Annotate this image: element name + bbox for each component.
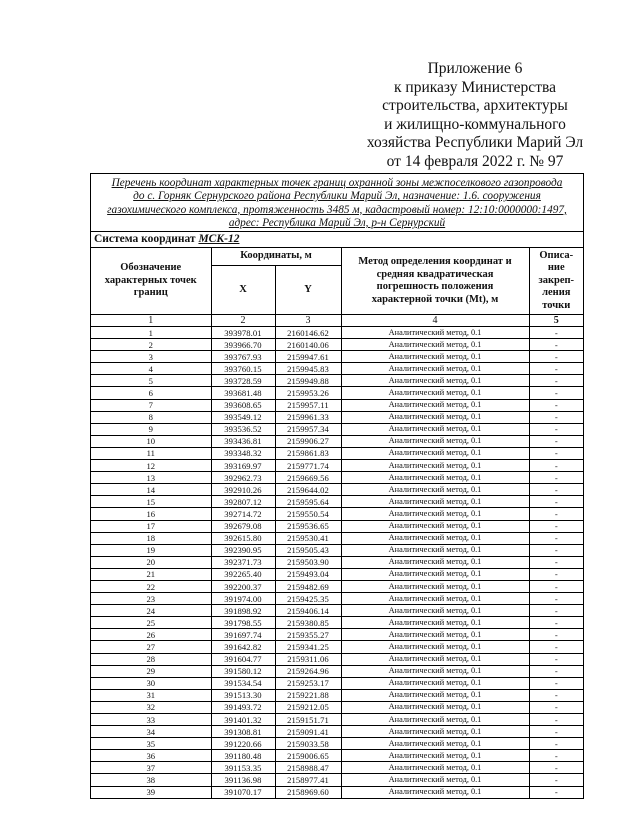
x-coordinate-cell: 391401.32: [211, 714, 275, 726]
x-coordinate-cell: 393728.59: [211, 375, 275, 387]
point-number-cell: 5: [91, 375, 211, 387]
method-cell: Аналитический метод, 0.1: [341, 714, 529, 726]
x-coordinate-cell: 391974.00: [211, 593, 275, 605]
method-cell: Аналитический метод, 0.1: [341, 641, 529, 653]
description-cell: -: [529, 520, 583, 532]
point-number-cell: 21: [91, 568, 211, 580]
x-coordinate-cell: 392910.26: [211, 484, 275, 496]
point-number-cell: 30: [91, 677, 211, 689]
y-coordinate-cell: 2160146.62: [275, 327, 341, 339]
table-row: [91, 786, 583, 798]
description-cell: -: [529, 786, 583, 798]
table-row: [91, 677, 583, 689]
y-coordinate-cell: 2159091.41: [275, 726, 341, 738]
x-coordinate-cell: 393549.12: [211, 411, 275, 423]
table-row: [91, 399, 583, 411]
description-cell: -: [529, 327, 583, 339]
point-number-cell: 16: [91, 508, 211, 520]
description-cell: -: [529, 460, 583, 472]
point-number-cell: 4: [91, 363, 211, 375]
x-coordinate-cell: 392265.40: [211, 568, 275, 580]
description-cell: -: [529, 726, 583, 738]
x-coordinate-cell: 392679.08: [211, 520, 275, 532]
y-coordinate-cell: 2159644.02: [275, 484, 341, 496]
table-row: [91, 423, 583, 435]
method-cell: Аналитический метод, 0.1: [341, 375, 529, 387]
y-coordinate-cell: 2159221.88: [275, 689, 341, 701]
method-cell: Аналитический метод, 0.1: [341, 580, 529, 592]
point-number-cell: 8: [91, 411, 211, 423]
point-number-cell: 22: [91, 580, 211, 592]
point-number-cell: 34: [91, 726, 211, 738]
x-coordinate-cell: 393436.81: [211, 435, 275, 447]
description-cell: -: [529, 447, 583, 459]
description-cell: -: [529, 605, 583, 617]
description-cell: -: [529, 532, 583, 544]
table-row: [91, 701, 583, 713]
table-row: [91, 544, 583, 556]
description-cell: -: [529, 580, 583, 592]
table-row: [91, 726, 583, 738]
table-row: [91, 641, 583, 653]
description-cell: -: [529, 701, 583, 713]
method-cell: Аналитический метод, 0.1: [341, 435, 529, 447]
x-coordinate-cell: 391697.74: [211, 629, 275, 641]
method-cell: Аналитический метод, 0.1: [341, 508, 529, 520]
description-cell: -: [529, 750, 583, 762]
description-cell: -: [529, 629, 583, 641]
appendix-line: строительства, архитектуры: [382, 97, 568, 115]
y-coordinate-cell: 2159947.61: [275, 351, 341, 363]
point-number-cell: 9: [91, 423, 211, 435]
point-number-cell: 29: [91, 665, 211, 677]
table-caption: [91, 174, 583, 232]
coordinate-system: [91, 232, 583, 248]
column-number: 2: [211, 315, 275, 327]
appendix-line: хозяйства Республики Марий Эл: [366, 134, 584, 152]
x-coordinate-cell: 393978.01: [211, 327, 275, 339]
header-description: Описа-ние закреп-ления точки: [529, 248, 583, 315]
table-row: [91, 532, 583, 544]
point-number-cell: 26: [91, 629, 211, 641]
x-coordinate-cell: 392714.72: [211, 508, 275, 520]
x-coordinate-cell: 391604.77: [211, 653, 275, 665]
y-coordinate-cell: 2159311.06: [275, 653, 341, 665]
x-coordinate-cell: 391798.55: [211, 617, 275, 629]
y-coordinate-cell: 2160140.06: [275, 339, 341, 351]
appendix-line: от 14 февраля 2022 г. № 97: [386, 152, 564, 170]
point-number-cell: 7: [91, 399, 211, 411]
y-coordinate-cell: 2159536.65: [275, 520, 341, 532]
column-number: 3: [275, 315, 341, 327]
x-coordinate-cell: 391136.98: [211, 774, 275, 786]
appendix-line: к приказу Министерства: [394, 78, 556, 96]
method-cell: Аналитический метод, 0.1: [341, 327, 529, 339]
method-cell: Аналитический метод, 0.1: [341, 411, 529, 423]
method-cell: Аналитический метод, 0.1: [341, 460, 529, 472]
table-row: [91, 508, 583, 520]
table-row: [91, 774, 583, 786]
x-coordinate-cell: 393760.15: [211, 363, 275, 375]
y-coordinate-cell: 2159482.69: [275, 580, 341, 592]
y-coordinate-cell: 2159771.74: [275, 460, 341, 472]
y-coordinate-cell: 2159961.33: [275, 411, 341, 423]
description-cell: -: [529, 762, 583, 774]
coordinates-sheet: [90, 173, 584, 799]
x-coordinate-cell: 393536.52: [211, 423, 275, 435]
y-coordinate-cell: 2159425.35: [275, 593, 341, 605]
method-cell: Аналитический метод, 0.1: [341, 605, 529, 617]
description-cell: -: [529, 484, 583, 496]
x-coordinate-cell: 391153.35: [211, 762, 275, 774]
x-coordinate-cell: 391513.30: [211, 689, 275, 701]
point-number-cell: 28: [91, 653, 211, 665]
description-cell: -: [529, 435, 583, 447]
point-number-cell: 13: [91, 472, 211, 484]
method-cell: Аналитический метод, 0.1: [341, 520, 529, 532]
x-coordinate-cell: 393767.93: [211, 351, 275, 363]
method-cell: Аналитический метод, 0.1: [341, 363, 529, 375]
y-coordinate-cell: 2159151.71: [275, 714, 341, 726]
y-coordinate-cell: 2159503.90: [275, 556, 341, 568]
y-coordinate-cell: 2159493.04: [275, 568, 341, 580]
description-cell: -: [529, 653, 583, 665]
method-cell: Аналитический метод, 0.1: [341, 484, 529, 496]
y-coordinate-cell: 2159957.11: [275, 399, 341, 411]
y-coordinate-cell: 2159505.43: [275, 544, 341, 556]
description-cell: -: [529, 375, 583, 387]
method-cell: Аналитический метод, 0.1: [341, 399, 529, 411]
coordinates-table: [91, 248, 583, 798]
description-cell: -: [529, 423, 583, 435]
table-row: [91, 351, 583, 363]
y-coordinate-cell: 2159945.83: [275, 363, 341, 375]
description-cell: -: [529, 738, 583, 750]
x-coordinate-cell: 392807.12: [211, 496, 275, 508]
y-coordinate-cell: 2158969.60: [275, 786, 341, 798]
x-coordinate-cell: 393966.70: [211, 339, 275, 351]
coordinate-system-label: Система координат: [94, 233, 196, 245]
table-row: [91, 629, 583, 641]
x-coordinate-cell: 391493.72: [211, 701, 275, 713]
point-number-cell: 38: [91, 774, 211, 786]
description-cell: -: [529, 568, 583, 580]
description-cell: -: [529, 665, 583, 677]
point-number-cell: 6: [91, 387, 211, 399]
description-cell: -: [529, 472, 583, 484]
point-number-cell: 10: [91, 435, 211, 447]
table-row: [91, 496, 583, 508]
method-cell: Аналитический метод, 0.1: [341, 496, 529, 508]
table-row: [91, 738, 583, 750]
description-cell: -: [529, 617, 583, 629]
y-coordinate-cell: 2159595.64: [275, 496, 341, 508]
point-number-cell: 19: [91, 544, 211, 556]
description-cell: -: [529, 351, 583, 363]
caption-line: адрес: Республика Марий Эл, р-н Сернурский: [228, 216, 446, 229]
y-coordinate-cell: 2159380.85: [275, 617, 341, 629]
method-cell: Аналитический метод, 0.1: [341, 762, 529, 774]
description-cell: -: [529, 774, 583, 786]
table-row: [91, 750, 583, 762]
point-number-cell: 2: [91, 339, 211, 351]
y-coordinate-cell: 2159264.96: [275, 665, 341, 677]
y-coordinate-cell: 2159906.27: [275, 435, 341, 447]
description-cell: -: [529, 411, 583, 423]
table-row: [91, 411, 583, 423]
table-row: [91, 653, 583, 665]
description-cell: -: [529, 399, 583, 411]
y-coordinate-cell: 2159861.83: [275, 447, 341, 459]
method-cell: Аналитический метод, 0.1: [341, 593, 529, 605]
table-row: [91, 580, 583, 592]
description-cell: -: [529, 689, 583, 701]
column-number: 1: [91, 315, 211, 327]
method-cell: Аналитический метод, 0.1: [341, 677, 529, 689]
point-number-cell: 12: [91, 460, 211, 472]
method-cell: Аналитический метод, 0.1: [341, 726, 529, 738]
method-cell: Аналитический метод, 0.1: [341, 689, 529, 701]
method-cell: Аналитический метод, 0.1: [341, 532, 529, 544]
method-cell: Аналитический метод, 0.1: [341, 617, 529, 629]
table-body: [91, 327, 583, 798]
table-row: [91, 472, 583, 484]
x-coordinate-cell: 393608.65: [211, 399, 275, 411]
description-cell: -: [529, 714, 583, 726]
table-row: [91, 593, 583, 605]
coordinate-system-value: МСК-12: [198, 233, 240, 245]
y-coordinate-cell: 2159530.41: [275, 532, 341, 544]
point-number-cell: 18: [91, 532, 211, 544]
column-number: 4: [341, 315, 529, 327]
method-cell: Аналитический метод, 0.1: [341, 472, 529, 484]
table-row: [91, 714, 583, 726]
x-coordinate-cell: 393681.48: [211, 387, 275, 399]
table-row: [91, 617, 583, 629]
point-number-cell: 37: [91, 762, 211, 774]
y-coordinate-cell: 2159006.65: [275, 750, 341, 762]
point-number-cell: 33: [91, 714, 211, 726]
point-number-cell: 25: [91, 617, 211, 629]
table-row: [91, 339, 583, 351]
point-number-cell: 27: [91, 641, 211, 653]
point-number-cell: 32: [91, 701, 211, 713]
y-coordinate-cell: 2158988.47: [275, 762, 341, 774]
table-row: [91, 363, 583, 375]
y-coordinate-cell: 2159669.56: [275, 472, 341, 484]
appendix-header: [340, 60, 610, 172]
header-coordinates: Координаты, м: [211, 248, 341, 266]
x-coordinate-cell: 391308.81: [211, 726, 275, 738]
table-row: [91, 435, 583, 447]
appendix-line: Приложение 6: [427, 60, 523, 77]
method-cell: Аналитический метод, 0.1: [341, 774, 529, 786]
table-row: [91, 556, 583, 568]
caption-line: газохимического комплекса, протяженность 3485 м, кадастровый номер: 12:10:0000000:1497,: [107, 203, 567, 216]
point-number-cell: 36: [91, 750, 211, 762]
caption-line: Перечень координат характерных точек границ охранной зоны межпоселкового газопровода: [111, 177, 563, 189]
method-cell: Аналитический метод, 0.1: [341, 750, 529, 762]
method-cell: Аналитический метод, 0.1: [341, 653, 529, 665]
method-cell: Аналитический метод, 0.1: [341, 447, 529, 459]
point-number-cell: 3: [91, 351, 211, 363]
x-coordinate-cell: 391534.54: [211, 677, 275, 689]
description-cell: -: [529, 556, 583, 568]
point-number-cell: 39: [91, 786, 211, 798]
description-cell: -: [529, 677, 583, 689]
description-cell: -: [529, 363, 583, 375]
method-cell: Аналитический метод, 0.1: [341, 629, 529, 641]
point-number-cell: 24: [91, 605, 211, 617]
table-row: [91, 605, 583, 617]
column-number: 5: [529, 315, 583, 327]
description-cell: -: [529, 593, 583, 605]
point-number-cell: 1: [91, 327, 211, 339]
point-number-cell: 20: [91, 556, 211, 568]
description-cell: -: [529, 387, 583, 399]
table-row: [91, 689, 583, 701]
y-coordinate-cell: 2159212.05: [275, 701, 341, 713]
y-coordinate-cell: 2159033.58: [275, 738, 341, 750]
table-row: [91, 375, 583, 387]
y-coordinate-cell: 2159949.88: [275, 375, 341, 387]
y-coordinate-cell: 2158977.41: [275, 774, 341, 786]
y-coordinate-cell: 2159355.27: [275, 629, 341, 641]
x-coordinate-cell: 392200.37: [211, 580, 275, 592]
caption-line: до с. Горняк Сернурского района Республики Марий Эл, назначение: 1.6. сооружения: [133, 190, 541, 203]
x-coordinate-cell: 391220.66: [211, 738, 275, 750]
method-cell: Аналитический метод, 0.1: [341, 701, 529, 713]
table-row: [91, 460, 583, 472]
description-cell: -: [529, 508, 583, 520]
x-coordinate-cell: 393169.97: [211, 460, 275, 472]
header-method: Метод определения координат и средняя квадратическая погрешность положения характерной точки (Mt), м: [341, 248, 529, 315]
header-point: Обозначение характерных точек границ: [91, 248, 211, 315]
point-number-cell: 31: [91, 689, 211, 701]
point-number-cell: 23: [91, 593, 211, 605]
point-number-cell: 15: [91, 496, 211, 508]
table-row: [91, 327, 583, 339]
y-coordinate-cell: 2159406.14: [275, 605, 341, 617]
x-coordinate-cell: 391180.48: [211, 750, 275, 762]
description-cell: -: [529, 339, 583, 351]
table-row: [91, 665, 583, 677]
x-coordinate-cell: 392615.80: [211, 532, 275, 544]
description-cell: -: [529, 496, 583, 508]
header-y: Y: [275, 266, 341, 315]
point-number-cell: 17: [91, 520, 211, 532]
method-cell: Аналитический метод, 0.1: [341, 665, 529, 677]
y-coordinate-cell: 2159953.26: [275, 387, 341, 399]
method-cell: Аналитический метод, 0.1: [341, 786, 529, 798]
x-coordinate-cell: 393348.32: [211, 447, 275, 459]
method-cell: Аналитический метод, 0.1: [341, 556, 529, 568]
x-coordinate-cell: 392962.73: [211, 472, 275, 484]
y-coordinate-cell: 2159253.17: [275, 677, 341, 689]
point-number-cell: 11: [91, 447, 211, 459]
method-cell: Аналитический метод, 0.1: [341, 351, 529, 363]
description-cell: -: [529, 544, 583, 556]
y-coordinate-cell: 2159550.54: [275, 508, 341, 520]
x-coordinate-cell: 391580.12: [211, 665, 275, 677]
y-coordinate-cell: 2159341.25: [275, 641, 341, 653]
point-number-cell: 14: [91, 484, 211, 496]
x-coordinate-cell: 392371.73: [211, 556, 275, 568]
y-coordinate-cell: 2159957.34: [275, 423, 341, 435]
table-row: [91, 762, 583, 774]
table-row: [91, 484, 583, 496]
method-cell: Аналитический метод, 0.1: [341, 339, 529, 351]
method-cell: Аналитический метод, 0.1: [341, 387, 529, 399]
method-cell: Аналитический метод, 0.1: [341, 738, 529, 750]
point-number-cell: 35: [91, 738, 211, 750]
appendix-line: и жилищно-коммунального: [384, 115, 566, 133]
x-coordinate-cell: 391642.82: [211, 641, 275, 653]
x-coordinate-cell: 391898.92: [211, 605, 275, 617]
table-row: [91, 387, 583, 399]
method-cell: Аналитический метод, 0.1: [341, 423, 529, 435]
x-coordinate-cell: 391070.17: [211, 786, 275, 798]
description-cell: -: [529, 641, 583, 653]
method-cell: Аналитический метод, 0.1: [341, 544, 529, 556]
table-row: [91, 568, 583, 580]
header-x: X: [211, 266, 275, 315]
method-cell: Аналитический метод, 0.1: [341, 568, 529, 580]
table-row: [91, 520, 583, 532]
table-row: [91, 447, 583, 459]
x-coordinate-cell: 392390.95: [211, 544, 275, 556]
